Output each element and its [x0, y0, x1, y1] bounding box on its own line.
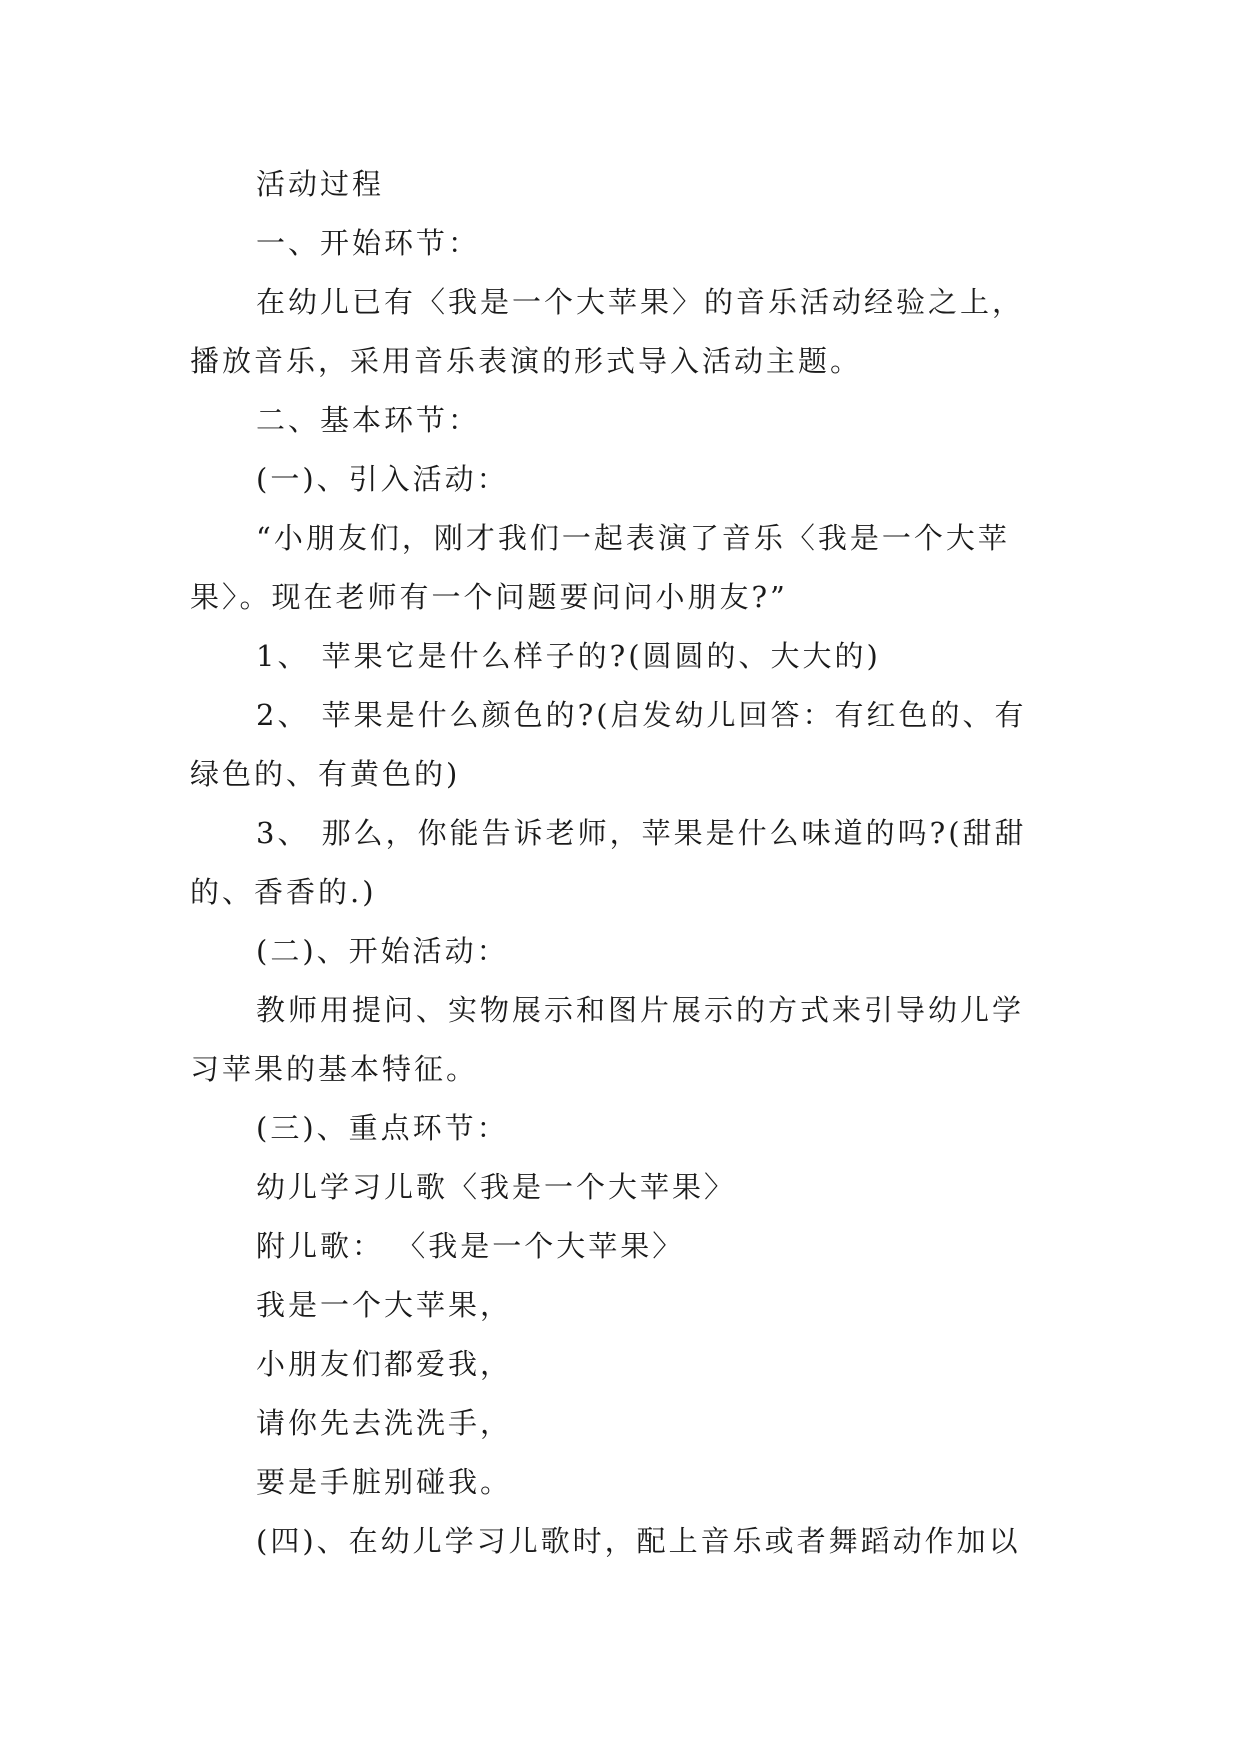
list-item-continuation: 绿色的、有黄色的) — [190, 757, 461, 791]
subsection-heading: (四)、在幼儿学习儿歌时，配上音乐或者舞蹈动作加以 — [256, 1524, 1021, 1558]
song-verse-line: 要是手脏别碰我。 — [256, 1465, 513, 1499]
song-verse-line: 请你先去洗洗手， — [256, 1406, 513, 1440]
list-item-continuation: 的、香香的.) — [190, 875, 377, 909]
document-body — [190, 155, 1050, 1571]
section-heading: 活动过程 — [256, 167, 385, 201]
paragraph-line: 在幼儿已有〈我是一个大苹果〉的音乐活动经验之上， — [256, 285, 1025, 319]
list-item: 3、 那么，你能告诉老师，苹果是什么味道的吗?(甜甜 — [256, 816, 1027, 850]
list-item: 2、 苹果是什么颜色的?(启发幼儿回答：有红色的、有 — [256, 698, 1027, 732]
subsection-heading: (一)、引入活动： — [256, 462, 509, 496]
paragraph-line: 教师用提问、实物展示和图片展示的方式来引导幼儿学 — [256, 993, 1025, 1027]
subsection-heading: (三)、重点环节： — [256, 1111, 509, 1145]
paragraph-line: 习苹果的基本特征。 — [190, 1052, 479, 1086]
list-item: 1、 苹果它是什么样子的?(圆圆的、大大的) — [256, 639, 881, 673]
song-title-line: 附儿歌： 〈我是一个大苹果〉 — [256, 1229, 685, 1263]
paragraph-line: “小朋友们，刚才我们一起表演了音乐〈我是一个大苹 — [256, 521, 1010, 555]
paragraph-line: 果〉。现在老师有一个问题要问问小朋友?” — [190, 580, 788, 614]
song-verse-line: 小朋友们都爱我， — [256, 1347, 513, 1381]
paragraph-line: 播放音乐，采用音乐表演的形式导入活动主题。 — [190, 344, 863, 378]
section-heading: 二、基本环节： — [256, 403, 481, 437]
paragraph-line: 幼儿学习儿歌〈我是一个大苹果〉 — [256, 1170, 737, 1204]
section-heading: 一、开始环节： — [256, 226, 481, 260]
song-verse-line: 我是一个大苹果， — [256, 1288, 513, 1322]
subsection-heading: (二)、开始活动： — [256, 934, 509, 968]
